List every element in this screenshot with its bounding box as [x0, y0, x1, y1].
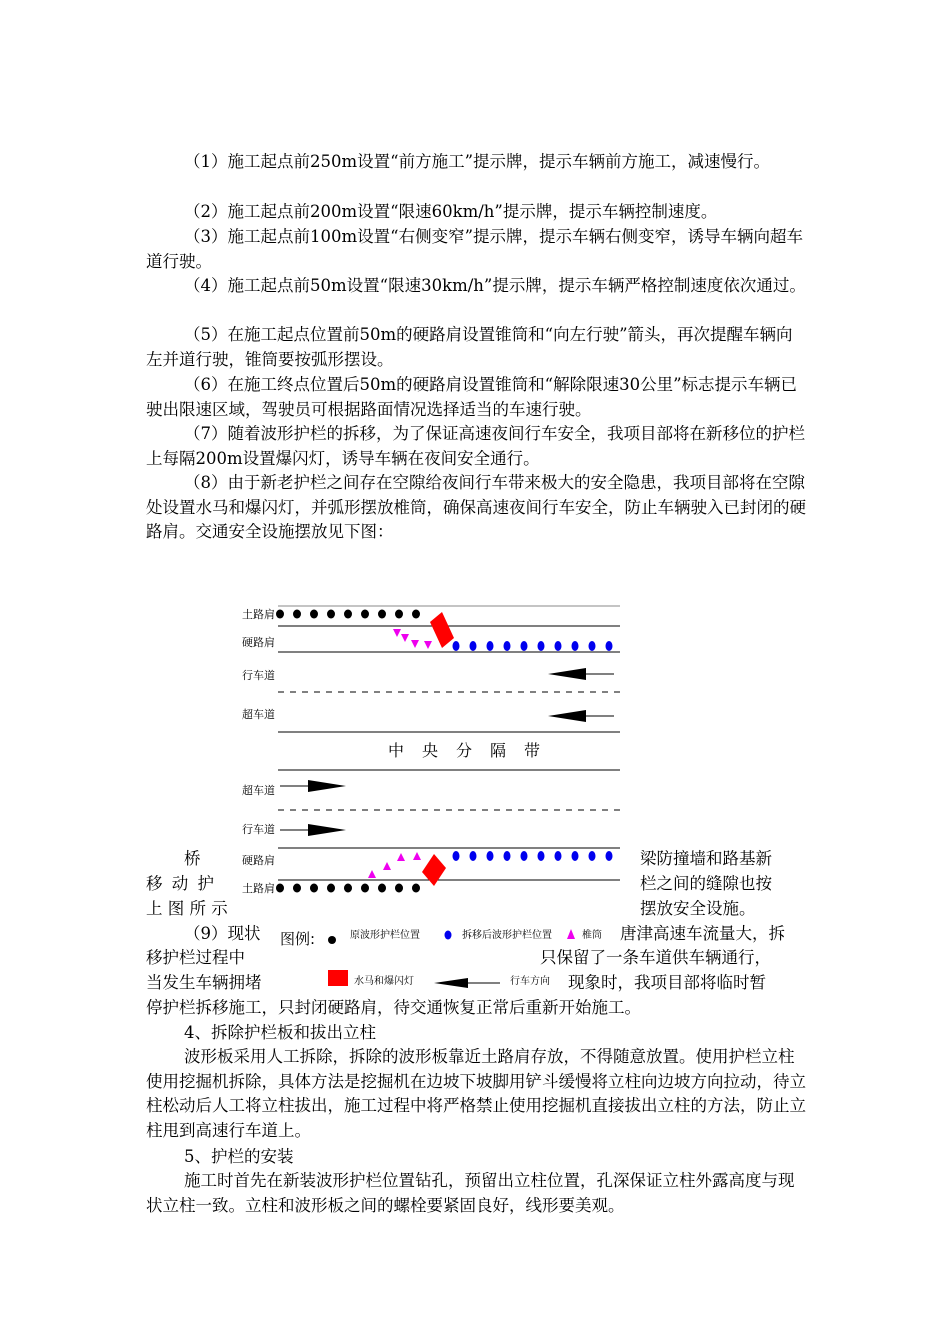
moved-guardrail-post	[487, 641, 494, 651]
original-guardrail-post	[310, 610, 318, 619]
cone	[401, 634, 409, 642]
paragraph-3: （3）施工起点前100m设置“右侧变窄”提示牌，提示车辆右侧变窄，诱导车辆向超车道行驶。	[146, 227, 804, 271]
original-guardrail-post	[378, 884, 386, 893]
paragraph-1: （1）施工起点前250m设置“前方施工”提示牌，提示车辆前方施工，减速慢行。	[184, 152, 771, 171]
label-hard-shoulder-top: 硬路肩	[242, 636, 275, 649]
label-hard-shoulder-bottom: 硬路肩	[242, 854, 275, 867]
moved-guardrail-post	[606, 641, 613, 651]
original-guardrail-posts-upper	[276, 610, 420, 619]
water-barrier-flash-light	[422, 854, 446, 886]
cone	[424, 641, 432, 649]
original-guardrail-post	[361, 884, 369, 893]
wrap-line-5-left: 移护栏过程中	[146, 948, 245, 967]
moved-guardrail-post	[606, 851, 613, 861]
original-guardrail-post	[395, 610, 403, 619]
paragraph-4: （4）施工起点前50m设置“限速30km/h”提示牌，提示车辆严格控制速度依次通过。	[184, 276, 806, 295]
moved-guardrail-post	[470, 641, 477, 651]
wrap-line-4-left: （9）现状	[184, 924, 261, 943]
legend-moved-label: 拆移后波形护栏位置	[462, 930, 552, 941]
cone	[397, 853, 405, 861]
moved-guardrail-posts-upper	[453, 641, 613, 651]
label-passing-lane-top: 超车道	[242, 708, 275, 721]
label-passing-lane-bottom: 超车道	[242, 784, 275, 797]
legend-cone-label: 椎筒	[582, 930, 602, 941]
legend-original-label: 原波形护栏位置	[350, 930, 420, 941]
direction-arrow-upper-driving	[548, 668, 614, 680]
moved-guardrail-post	[572, 641, 579, 651]
moved-guardrail-post	[453, 851, 460, 861]
moved-guardrail-post	[521, 851, 528, 861]
legend-original-marker	[328, 936, 336, 944]
original-guardrail-post	[361, 610, 369, 619]
cones-lower	[368, 852, 421, 878]
legend-direction-marker	[434, 978, 500, 988]
moved-guardrail-post	[538, 851, 545, 861]
wrap-line-6-left: 当发生车辆拥堵	[146, 973, 262, 992]
original-guardrail-post	[293, 884, 301, 893]
moved-guardrail-post	[470, 851, 477, 861]
cone	[413, 852, 421, 860]
paragraph-5: （5）在施工起点位置前50m的硬路肩设置锥筒和“向左行驶”箭头，再次提醒车辆向左并道行驶，锥筒要按弧形摆设。	[146, 325, 793, 369]
moved-guardrail-post	[555, 641, 562, 651]
label-soil-shoulder-bottom: 土路肩	[242, 882, 275, 895]
direction-arrow-upper-passing	[548, 710, 614, 722]
label-driving-lane-bottom: 行车道	[242, 823, 275, 836]
moved-guardrail-post	[572, 851, 579, 861]
original-guardrail-post	[327, 884, 335, 893]
moved-guardrail-posts-lower	[453, 851, 613, 861]
paragraph-6: （6）在施工终点位置后50m的硬路肩设置锥筒和“解除限速30公里”标志提示车辆已驶出限速区域，驾驶员可根据路面情况选择适当的车速行驶。	[146, 375, 798, 419]
median-label: 中央分隔带	[388, 741, 559, 760]
moved-guardrail-post	[504, 641, 511, 651]
moved-guardrail-post	[487, 851, 494, 861]
legend-barrier-label: 水马和爆闪灯	[354, 976, 414, 987]
wrap-line-3-left: 上 图 所 示	[146, 899, 228, 918]
moved-guardrail-post	[555, 851, 562, 861]
cone	[411, 640, 419, 648]
section-5-body: 施工时首先在新装波形护栏位置钻孔，预留出立柱位置，孔深保证立柱外露高度与现状立柱一致。立柱和波形板之间的螺栓要紧固良好，线形要美观。	[146, 1171, 795, 1215]
cone	[393, 629, 401, 637]
section-4-heading: 4、拆除护栏板和拔出立柱	[184, 1023, 376, 1042]
wrap-line-1-left: 桥	[184, 849, 201, 868]
paragraph-7: （7）随着波形护栏的拆移，为了保证高速夜间行车安全，我项目部将在新移位的护栏上每隔200m设置爆闪灯，诱导车辆在夜间安全通行。	[146, 424, 805, 468]
wrap-line-6-right: 现象时，我项目部将临时暂	[568, 973, 766, 992]
original-guardrail-post	[310, 884, 318, 893]
moved-guardrail-post	[521, 641, 528, 651]
wrap-line-2-left: 移 动 护	[146, 874, 216, 893]
direction-arrow-lower-passing	[280, 780, 346, 792]
original-guardrail-posts-lower	[276, 884, 420, 893]
legend-title: 图例:	[280, 930, 316, 948]
original-guardrail-post	[276, 884, 284, 893]
wrap-line-1-right: 梁防撞墙和路基新	[640, 849, 772, 868]
direction-arrow-lower-driving	[280, 824, 346, 836]
water-barrier-flash-light	[430, 612, 454, 648]
original-guardrail-post	[293, 610, 301, 619]
wrap-line-7: 停护栏拆移施工，只封闭硬路肩，待交通恢复正常后重新开始施工。	[146, 998, 641, 1017]
cone	[368, 870, 376, 878]
original-guardrail-post	[395, 884, 403, 893]
cones-upper	[393, 629, 432, 649]
traffic-layout-diagram	[236, 596, 636, 996]
section-5-heading: 5、护栏的安装	[184, 1147, 294, 1166]
original-guardrail-post	[344, 884, 352, 893]
wrap-line-4-right: 唐津高速车流量大，拆	[620, 924, 785, 943]
legend-direction-label: 行车方向	[510, 976, 550, 987]
label-driving-lane-top: 行车道	[242, 669, 275, 682]
paragraph-2: （2）施工起点前200m设置“限速60km/h”提示牌，提示车辆控制速度。	[184, 202, 718, 221]
paragraph-8: （8）由于新老护栏之间存在空隙给夜间行车带来极大的安全隐患，我项目部将在空隙处设置水马和爆闪灯，并弧形摆放椎筒，确保高速夜间行车安全，防止车辆驶入已封闭的硬路肩。交通安全设施摆放见下图：	[146, 473, 806, 542]
label-soil-shoulder-top: 土路肩	[242, 608, 275, 621]
original-guardrail-post	[276, 610, 284, 619]
legend-barrier-marker	[328, 970, 348, 986]
legend-cone-marker	[567, 929, 575, 939]
moved-guardrail-post	[589, 641, 596, 651]
section-4-body: 波形板采用人工拆除，拆除的波形板靠近土路肩存放，不得随意放置。使用护栏立柱使用挖掘机拆除，具体方法是挖掘机在边坡下坡脚用铲斗缓慢将立柱向边坡方向拉动，待立柱松动后人工将立柱拔出，施工过程中将严格禁止使用挖掘机直接拔出立柱的方法，防止立柱甩到高速行车道上。	[146, 1047, 806, 1140]
legend-moved-marker	[445, 931, 452, 940]
wrap-line-2-right: 栏之间的缝隙也按	[640, 874, 772, 893]
moved-guardrail-post	[589, 851, 596, 861]
moved-guardrail-post	[538, 641, 545, 651]
wrap-line-5-right: 只保留了一条车道供车辆通行，	[540, 948, 771, 967]
wrap-line-3-right: 摆放安全设施。	[640, 899, 756, 918]
original-guardrail-post	[412, 610, 420, 619]
original-guardrail-post	[344, 610, 352, 619]
moved-guardrail-post	[504, 851, 511, 861]
moved-guardrail-post	[453, 641, 460, 651]
original-guardrail-post	[378, 610, 386, 619]
original-guardrail-post	[412, 884, 420, 893]
original-guardrail-post	[327, 610, 335, 619]
cone	[383, 862, 391, 870]
